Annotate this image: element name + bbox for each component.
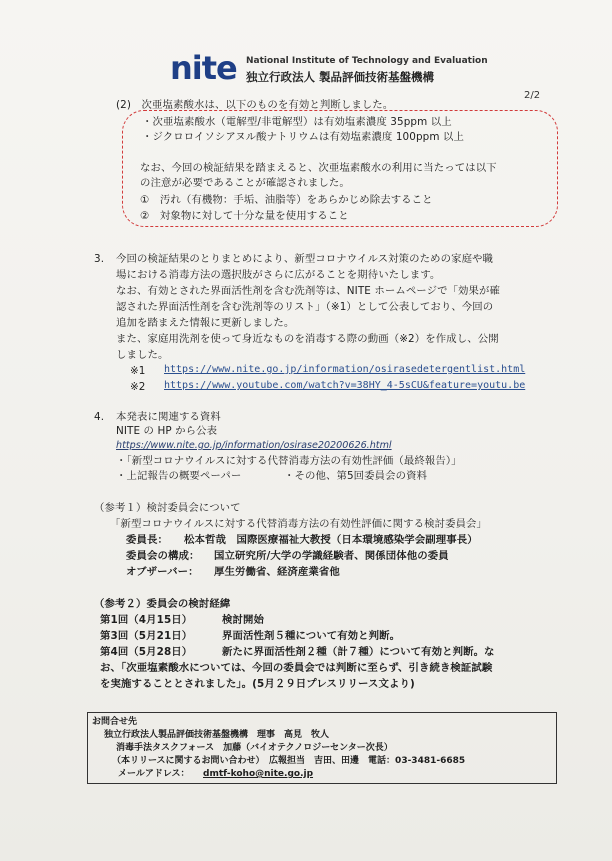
sec3-line-1: 今回の検証結果のとりまとめにより、新型コロナウイルス対策のための家庭や職 xyxy=(116,253,494,265)
sec2-caution-1: ① 汚れ（有機物：手垢、油脂等）をあらかじめ除去すること xyxy=(140,194,433,206)
ref1-chair-label: 委員長： xyxy=(126,534,168,546)
contact-line-1: 独立行政法人製品評価技術基盤機構 理事 高見 牧人 xyxy=(104,730,330,740)
detergent-list-link[interactable]: https://www.nite.go.jp/information/osirasedetergentlist.html xyxy=(164,364,526,375)
sec3-line-5: 追加を踏まえた情報に更新しました。 xyxy=(116,317,295,329)
sec3-line-3: なお、有効とされた界面活性剤を含む洗剤等は、NITE ホームページで「効果が確 xyxy=(116,285,501,297)
sec4-title: 本発表に関連する資料 xyxy=(116,411,221,423)
sec4-item-3: ・その他、第5回委員会の資料 xyxy=(284,470,428,482)
ref2-title: （参考２）委員会の検討経緯 xyxy=(94,598,231,610)
ref-mark-1: ※1 xyxy=(130,365,146,377)
ref2-round-4-text: 新たに界面活性剤２種（計７種）について有効と判断。な xyxy=(222,646,495,658)
contact-email-label: メールアドレス： xyxy=(118,769,190,779)
contact-title: お問合せ先 xyxy=(92,717,138,727)
org-name-japanese: 独立行政法人 製品評価技術基盤機構 xyxy=(246,70,435,84)
sec3-line-6: また、家庭用洗剤を使って身近なものを消毒する際の動画（※2）を作成し、公開 xyxy=(116,333,499,345)
sec2-caution-2: ② 対象物に対して十分な量を使用すること xyxy=(140,210,349,222)
ref2-round-4-date: 第4回（5月28日） xyxy=(100,646,193,658)
ref1-chair-value: 松本哲哉 国際医療福祉大教授（日本環境感染学会副理事長） xyxy=(184,534,478,546)
ref1-observer-label: オブザーバー： xyxy=(126,566,199,578)
nite-logo: nite xyxy=(170,49,237,87)
ref1-observer-value: 厚生労働省、経済産業省他 xyxy=(214,566,340,578)
sec2-note-line-1: なお、今回の検証結果を踏まえると、次亜塩素酸水の利用に当たっては以下 xyxy=(140,162,497,174)
sec3-number: 3. xyxy=(94,253,105,265)
contact-line-3: （本リリースに関するお問い合わせ） 広報担当 吉田、田邊 電話：03-3481-6685 xyxy=(112,756,466,766)
sec3-line-2: 場における消毒方法の選択肢がさらに広がることを期待いたします。 xyxy=(116,269,441,281)
ref2-round-3-date: 第3回（5月21日） xyxy=(100,630,193,642)
ref1-members-label: 委員会の構成： xyxy=(126,550,200,562)
sec3-line-4: 認された界面活性剤を含む洗剤等のリスト」（※1）として公表しており、今回の xyxy=(116,301,494,313)
sec3-line-7: しました。 xyxy=(116,349,169,361)
ref1-committee-name: 「新型コロナウイルスに対する代替消毒方法の有効性評価に関する検討委員会」 xyxy=(110,518,488,530)
sec4-item-2: ・上記報告の概要ペーパー xyxy=(116,470,242,482)
sec4-number: 4. xyxy=(94,411,105,423)
contact-line-2: 消毒手法タスクフォース 加藤（バイオテクノロジーセンター次長） xyxy=(116,743,393,753)
sec2-bullet-2: ・ジクロロイソシアヌル酸ナトリウムは有効塩素濃度 100ppm 以上 xyxy=(142,131,464,143)
contact-email-link[interactable]: dmtf-koho@nite.go.jp xyxy=(203,769,314,779)
ref2-round-1-text: 検討開始 xyxy=(222,614,264,626)
ref1-members-value: 国立研究所/大学の学識経験者、関係団体他の委員 xyxy=(214,550,449,562)
sec4-item-1: ・「新型コロナウイルスに対する代替消毒方法の有効性評価（最終報告）」 xyxy=(116,455,462,467)
youtube-video-link[interactable]: https://www.youtube.com/watch?v=38HY_4-5sCU&feature=youtu.be xyxy=(164,380,526,391)
page-number: 2/2 xyxy=(524,90,541,101)
ref-mark-2: ※2 xyxy=(130,381,146,393)
sec2-bullet-1: ・次亜塩素酸水（電解型/非電解型）は有効塩素濃度 35ppm 以上 xyxy=(142,116,452,128)
sec4-subtitle: NITE の HP から公表 xyxy=(116,425,218,437)
ref2-round-4-line-2: お、「次亜塩素酸水については、今回の委員会では判断に至らず、引き続き検証試験 xyxy=(100,662,493,674)
nite-report-link[interactable]: https://www.nite.go.jp/information/osirase20200626.html xyxy=(116,440,392,451)
ref1-title: （参考１）検討委員会について xyxy=(94,502,241,514)
sec2-intro: (2) 次亜塩素酸水は、以下のものを有効と判断しました。 xyxy=(116,99,394,111)
ref2-round-1-date: 第1回（4月15日） xyxy=(100,614,193,626)
ref2-round-4-line-3: を実施することとされました」。(5月２９日プレスリリース文より) xyxy=(100,678,415,690)
ref2-round-3-text: 界面活性剤５種について有効と判断。 xyxy=(222,630,401,642)
sec2-note-line-2: の注意が必要であることが確認されました。 xyxy=(140,177,350,189)
org-name-english: National Institute of Technology and Evaluation xyxy=(246,56,488,66)
